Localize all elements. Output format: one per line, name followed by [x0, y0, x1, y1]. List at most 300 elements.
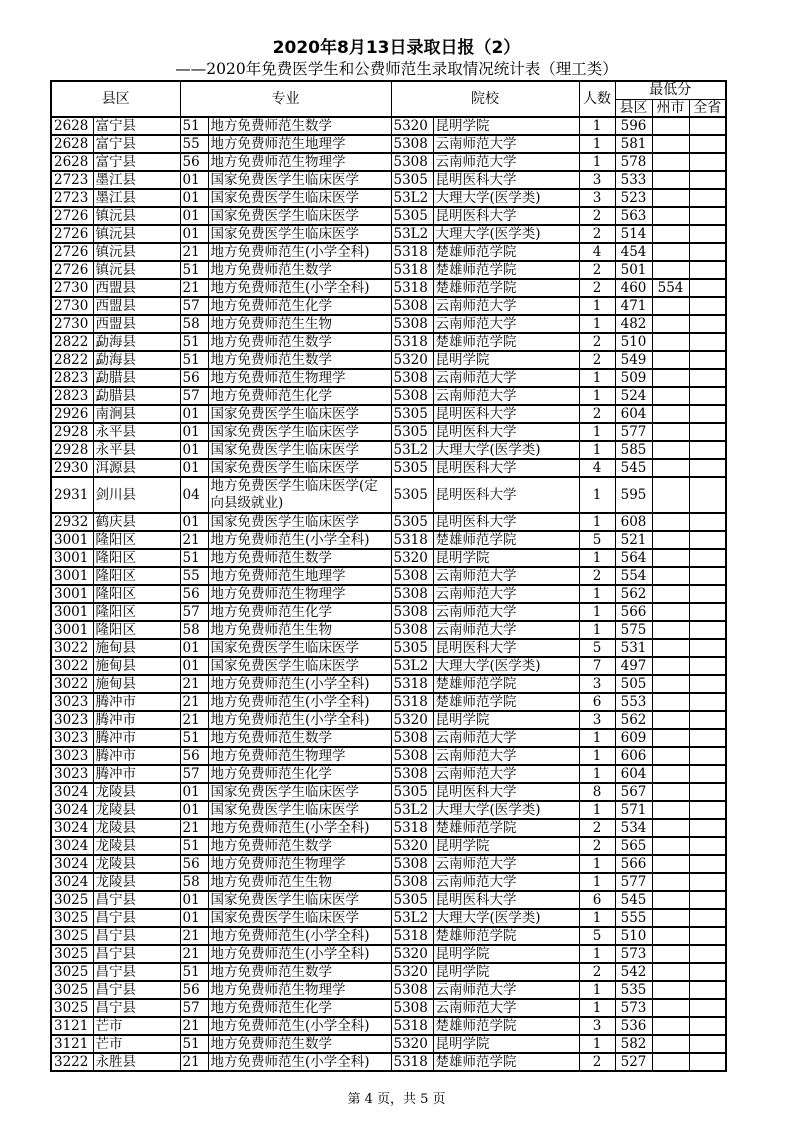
min-county-cell: 523: [615, 189, 652, 207]
school-name-cell: 楚雄师范学院: [433, 927, 579, 945]
major-code-cell: 21: [180, 927, 208, 945]
table-row: [51, 891, 726, 909]
major-code-cell: 21: [180, 711, 208, 729]
min-province-cell: [689, 1035, 726, 1053]
min-county-cell: 510: [615, 927, 652, 945]
school-code-cell: 5308: [391, 765, 433, 783]
county-code-cell: 2928: [51, 423, 93, 441]
min-prefecture-cell: [652, 999, 689, 1017]
min-county-cell: 585: [615, 441, 652, 459]
min-county-cell: 582: [615, 1035, 652, 1053]
school-name-cell: 云南师范大学: [433, 297, 579, 315]
major-code-cell: 21: [180, 819, 208, 837]
county-name-cell: 腾冲市: [93, 711, 180, 729]
county-code-cell: 2726: [51, 207, 93, 225]
min-prefecture-cell: [652, 639, 689, 657]
count-cell: 3: [579, 171, 615, 189]
min-province-cell: [689, 819, 726, 837]
min-county-cell: 562: [615, 711, 652, 729]
min-province-cell: [689, 549, 726, 567]
school-name-cell: 云南师范大学: [433, 981, 579, 999]
school-code-cell: 5308: [391, 873, 433, 891]
school-code-cell: 5320: [391, 117, 433, 135]
major-code-cell: 01: [180, 639, 208, 657]
school-name-cell: 楚雄师范学院: [433, 1053, 579, 1071]
min-prefecture-cell: [652, 819, 689, 837]
county-name-cell: 西盟县: [93, 315, 180, 333]
page-subtitle: ——2020年免费医学生和公费师范生录取情况统计表（理工类）: [175, 60, 618, 78]
county-code-cell: 3121: [51, 1035, 93, 1053]
table-row: [51, 153, 726, 171]
school-code-cell: 5320: [391, 351, 433, 369]
min-county-cell: 581: [615, 135, 652, 153]
min-prefecture-cell: [652, 603, 689, 621]
school-name-cell: 云南师范大学: [433, 855, 579, 873]
min-prefecture-cell: [652, 351, 689, 369]
min-county-cell: 549: [615, 351, 652, 369]
count-cell: 1: [579, 441, 615, 459]
major-code-cell: 57: [180, 999, 208, 1017]
table-row: [51, 333, 726, 351]
count-cell: 1: [579, 801, 615, 819]
min-county-cell: 509: [615, 369, 652, 387]
school-name-cell: 云南师范大学: [433, 585, 579, 603]
min-county-cell: 609: [615, 729, 652, 747]
county-name-cell: 镇沅县: [93, 225, 180, 243]
min-province-cell: [689, 189, 726, 207]
school-name-cell: 大理大学(医学类): [433, 801, 579, 819]
county-name-cell: 昌宁县: [93, 927, 180, 945]
min-prefecture-cell: [652, 873, 689, 891]
table-row: [51, 477, 726, 513]
county-name-cell: 腾冲市: [93, 765, 180, 783]
major-code-cell: 01: [180, 891, 208, 909]
county-name-cell: 鹤庆县: [93, 513, 180, 531]
min-prefecture-cell: [652, 531, 689, 549]
school-code-cell: 5305: [391, 783, 433, 801]
county-code-cell: 2730: [51, 315, 93, 333]
major-name-cell: 地方免费师范生物理学: [208, 153, 391, 171]
table-row: [51, 639, 726, 657]
min-county-cell: 533: [615, 171, 652, 189]
min-province-cell: [689, 279, 726, 297]
min-county-cell: 501: [615, 261, 652, 279]
count-cell: 2: [579, 567, 615, 585]
county-name-cell: 永平县: [93, 441, 180, 459]
min-province-cell: [689, 513, 726, 531]
table-row: [51, 657, 726, 675]
min-prefecture-cell: [652, 765, 689, 783]
admission-table: [50, 80, 727, 1072]
min-prefecture-cell: 554: [652, 279, 689, 297]
major-code-cell: 01: [180, 405, 208, 423]
table-row: [51, 999, 726, 1017]
school-code-cell: 5318: [391, 243, 433, 261]
min-prefecture-cell: [652, 117, 689, 135]
county-name-cell: 施甸县: [93, 657, 180, 675]
min-prefecture-cell: [652, 837, 689, 855]
county-code-cell: 2726: [51, 261, 93, 279]
school-name-cell: 云南师范大学: [433, 999, 579, 1017]
min-prefecture-cell: [652, 423, 689, 441]
county-name-cell: 龙陵县: [93, 855, 180, 873]
school-code-cell: 53L2: [391, 909, 433, 927]
major-code-cell: 01: [180, 423, 208, 441]
school-name-cell: 云南师范大学: [433, 603, 579, 621]
school-name-cell: 楚雄师范学院: [433, 1017, 579, 1035]
count-cell: 1: [579, 909, 615, 927]
table-row: [51, 207, 726, 225]
county-code-cell: 3121: [51, 1017, 93, 1035]
county-name-cell: 隆阳区: [93, 567, 180, 585]
min-province-cell: [689, 369, 726, 387]
school-name-cell: 昆明医科大学: [433, 783, 579, 801]
table-row: [51, 261, 726, 279]
table-row: [51, 315, 726, 333]
county-code-cell: 3025: [51, 999, 93, 1017]
min-prefecture-cell: [652, 369, 689, 387]
table-row: [51, 711, 726, 729]
school-code-cell: 5308: [391, 855, 433, 873]
county-code-cell: 2823: [51, 369, 93, 387]
min-county-cell: 606: [615, 747, 652, 765]
min-prefecture-cell: [652, 225, 689, 243]
table-row: [51, 243, 726, 261]
school-name-cell: 大理大学(医学类): [433, 225, 579, 243]
major-code-cell: 56: [180, 153, 208, 171]
min-province-cell: [689, 783, 726, 801]
major-code-cell: 01: [180, 801, 208, 819]
min-province-cell: [689, 927, 726, 945]
major-name-cell: 国家免费医学生临床医学: [208, 423, 391, 441]
school-code-cell: 53L2: [391, 189, 433, 207]
school-code-cell: 5318: [391, 531, 433, 549]
school-name-cell: 昆明学院: [433, 963, 579, 981]
school-code-cell: 5308: [391, 585, 433, 603]
major-name-cell: 地方免费师范生(小学全科): [208, 693, 391, 711]
major-code-cell: 57: [180, 765, 208, 783]
major-code-cell: 01: [180, 189, 208, 207]
school-code-cell: 5308: [391, 153, 433, 171]
count-cell: 1: [579, 477, 615, 513]
table-row: [51, 981, 726, 999]
min-county-cell: 505: [615, 675, 652, 693]
major-code-cell: 51: [180, 117, 208, 135]
school-code-cell: 5308: [391, 603, 433, 621]
min-county-cell: 596: [615, 117, 652, 135]
major-code-cell: 56: [180, 369, 208, 387]
major-code-cell: 58: [180, 621, 208, 639]
major-code-cell: 58: [180, 873, 208, 891]
min-prefecture-cell: [652, 261, 689, 279]
major-name-cell: 地方免费师范生数学: [208, 351, 391, 369]
min-province-cell: [689, 945, 726, 963]
min-county-cell: 604: [615, 765, 652, 783]
min-prefecture-cell: [652, 315, 689, 333]
school-code-cell: 5308: [391, 981, 433, 999]
min-prefecture-cell: [652, 621, 689, 639]
major-name-cell: 国家免费医学生临床医学: [208, 657, 391, 675]
county-code-cell: 3001: [51, 585, 93, 603]
count-cell: 1: [579, 981, 615, 999]
min-county-cell: 555: [615, 909, 652, 927]
table-row: [51, 189, 726, 207]
major-name-cell: 地方免费师范生(小学全科): [208, 927, 391, 945]
school-code-cell: 5305: [391, 639, 433, 657]
count-cell: 5: [579, 927, 615, 945]
county-name-cell: 腾冲市: [93, 729, 180, 747]
count-cell: 2: [579, 207, 615, 225]
county-code-cell: 3022: [51, 657, 93, 675]
min-province-cell: [689, 207, 726, 225]
table-row: [51, 675, 726, 693]
min-prefecture-cell: [652, 135, 689, 153]
major-code-cell: 58: [180, 315, 208, 333]
major-name-cell: 地方免费师范生数学: [208, 261, 391, 279]
school-code-cell: 5305: [391, 207, 433, 225]
count-cell: 2: [579, 963, 615, 981]
county-code-cell: 3001: [51, 549, 93, 567]
school-name-cell: 云南师范大学: [433, 621, 579, 639]
major-name-cell: 地方免费师范生化学: [208, 387, 391, 405]
major-name-cell: 地方免费师范生(小学全科): [208, 1017, 391, 1035]
school-code-cell: 5318: [391, 693, 433, 711]
count-cell: 1: [579, 315, 615, 333]
county-name-cell: 勐腊县: [93, 387, 180, 405]
min-province-cell: [689, 351, 726, 369]
county-code-cell: 2723: [51, 189, 93, 207]
major-name-cell: 地方免费师范生物理学: [208, 981, 391, 999]
header-major: 专业: [180, 81, 391, 117]
school-name-cell: 昆明医科大学: [433, 639, 579, 657]
county-name-cell: 昌宁县: [93, 909, 180, 927]
county-code-cell: 2726: [51, 225, 93, 243]
min-province-cell: [689, 153, 726, 171]
school-name-cell: 昆明医科大学: [433, 459, 579, 477]
count-cell: 6: [579, 891, 615, 909]
min-county-cell: 566: [615, 855, 652, 873]
school-code-cell: 5318: [391, 261, 433, 279]
school-code-cell: 5308: [391, 747, 433, 765]
min-province-cell: [689, 1053, 726, 1071]
county-code-cell: 3025: [51, 945, 93, 963]
county-name-cell: 龙陵县: [93, 819, 180, 837]
min-province-cell: [689, 1017, 726, 1035]
major-code-cell: 04: [180, 477, 208, 513]
min-county-cell: 521: [615, 531, 652, 549]
count-cell: 1: [579, 855, 615, 873]
county-name-cell: 隆阳区: [93, 585, 180, 603]
school-name-cell: 云南师范大学: [433, 135, 579, 153]
min-province-cell: [689, 225, 726, 243]
min-county-cell: 553: [615, 693, 652, 711]
major-code-cell: 21: [180, 1053, 208, 1071]
major-name-cell: 国家免费医学生临床医学: [208, 459, 391, 477]
major-name-cell: 地方免费师范生生物: [208, 873, 391, 891]
major-code-cell: 57: [180, 387, 208, 405]
min-province-cell: [689, 423, 726, 441]
school-name-cell: 昆明医科大学: [433, 513, 579, 531]
county-code-cell: 3023: [51, 747, 93, 765]
school-code-cell: 5308: [391, 297, 433, 315]
county-code-cell: 3023: [51, 693, 93, 711]
school-name-cell: 云南师范大学: [433, 153, 579, 171]
major-code-cell: 56: [180, 747, 208, 765]
school-name-cell: 昆明学院: [433, 117, 579, 135]
major-name-cell: 地方免费师范生数学: [208, 1035, 391, 1053]
school-code-cell: 5320: [391, 945, 433, 963]
major-name-cell: 国家免费医学生临床医学: [208, 441, 391, 459]
major-name-cell: 国家免费医学生临床医学: [208, 639, 391, 657]
major-code-cell: 56: [180, 585, 208, 603]
county-code-cell: 3024: [51, 801, 93, 819]
school-code-cell: 5320: [391, 549, 433, 567]
school-name-cell: 云南师范大学: [433, 729, 579, 747]
table-row: [51, 171, 726, 189]
table-row: [51, 531, 726, 549]
min-province-cell: [689, 801, 726, 819]
school-name-cell: 楚雄师范学院: [433, 819, 579, 837]
table-row: [51, 693, 726, 711]
min-prefecture-cell: [652, 693, 689, 711]
major-name-cell: 地方免费师范生(小学全科): [208, 819, 391, 837]
major-code-cell: 01: [180, 225, 208, 243]
county-code-cell: 3024: [51, 783, 93, 801]
major-name-cell: 地方免费师范生数学: [208, 729, 391, 747]
table-row: [51, 729, 726, 747]
min-province-cell: [689, 171, 726, 189]
min-province-cell: [689, 441, 726, 459]
county-code-cell: 3022: [51, 639, 93, 657]
major-name-cell: 国家免费医学生临床医学: [208, 225, 391, 243]
county-name-cell: 龙陵县: [93, 783, 180, 801]
min-county-cell: 542: [615, 963, 652, 981]
count-cell: 1: [579, 945, 615, 963]
table-row: [51, 963, 726, 981]
major-name-cell: 国家免费医学生临床医学: [208, 171, 391, 189]
count-cell: 5: [579, 531, 615, 549]
major-name-cell: 地方免费师范生数学: [208, 963, 391, 981]
count-cell: 3: [579, 1017, 615, 1035]
table-row: [51, 837, 726, 855]
count-cell: 1: [579, 873, 615, 891]
school-code-cell: 5320: [391, 963, 433, 981]
school-code-cell: 5308: [391, 567, 433, 585]
min-county-cell: 535: [615, 981, 652, 999]
header-school: 院校: [391, 81, 579, 117]
school-code-cell: 53L2: [391, 225, 433, 243]
table-row: [51, 279, 726, 297]
table-row: [51, 441, 726, 459]
min-province-cell: [689, 837, 726, 855]
min-province-cell: [689, 981, 726, 999]
min-county-cell: 527: [615, 1053, 652, 1071]
school-code-cell: 5318: [391, 333, 433, 351]
major-code-cell: 21: [180, 1017, 208, 1035]
school-name-cell: 大理大学(医学类): [433, 657, 579, 675]
school-code-cell: 5318: [391, 1017, 433, 1035]
school-code-cell: 5318: [391, 927, 433, 945]
county-code-cell: 3023: [51, 765, 93, 783]
school-code-cell: 53L2: [391, 657, 433, 675]
count-cell: 3: [579, 675, 615, 693]
county-code-cell: 3024: [51, 837, 93, 855]
county-code-cell: 3001: [51, 567, 93, 585]
county-name-cell: 富宁县: [93, 153, 180, 171]
count-cell: 1: [579, 747, 615, 765]
min-county-cell: 577: [615, 873, 652, 891]
school-name-cell: 昆明学院: [433, 711, 579, 729]
min-county-cell: 567: [615, 783, 652, 801]
table-row: [51, 927, 726, 945]
county-name-cell: 勐腊县: [93, 369, 180, 387]
school-name-cell: 云南师范大学: [433, 765, 579, 783]
count-cell: 2: [579, 225, 615, 243]
school-name-cell: 云南师范大学: [433, 369, 579, 387]
major-code-cell: 57: [180, 603, 208, 621]
school-code-cell: 5308: [391, 369, 433, 387]
school-code-cell: 5305: [391, 171, 433, 189]
county-name-cell: 隆阳区: [93, 603, 180, 621]
school-name-cell: 楚雄师范学院: [433, 279, 579, 297]
table-row: [51, 765, 726, 783]
min-province-cell: [689, 315, 726, 333]
min-prefecture-cell: [652, 891, 689, 909]
major-name-cell: 地方免费师范生生物: [208, 621, 391, 639]
county-code-cell: 2726: [51, 243, 93, 261]
table-row: [51, 909, 726, 927]
header-min-prefecture: 州市: [652, 99, 689, 117]
county-name-cell: 墨江县: [93, 171, 180, 189]
min-province-cell: [689, 891, 726, 909]
count-cell: 1: [579, 423, 615, 441]
min-province-cell: [689, 621, 726, 639]
major-name-cell: 地方免费师范生生物: [208, 315, 391, 333]
major-name-cell: 地方免费师范生化学: [208, 603, 391, 621]
school-code-cell: 5318: [391, 819, 433, 837]
count-cell: 6: [579, 693, 615, 711]
min-province-cell: [689, 405, 726, 423]
table-row: [51, 567, 726, 585]
min-province-cell: [689, 909, 726, 927]
county-code-cell: 3025: [51, 909, 93, 927]
major-name-cell: 国家免费医学生临床医学: [208, 207, 391, 225]
county-name-cell: 镇沅县: [93, 261, 180, 279]
county-code-cell: 2823: [51, 387, 93, 405]
major-name-cell: 地方免费师范生物理学: [208, 585, 391, 603]
school-code-cell: 5308: [391, 999, 433, 1017]
min-prefecture-cell: [652, 441, 689, 459]
school-name-cell: 大理大学(医学类): [433, 441, 579, 459]
min-county-cell: 573: [615, 999, 652, 1017]
min-county-cell: 545: [615, 459, 652, 477]
min-county-cell: 534: [615, 819, 652, 837]
county-name-cell: 洱源县: [93, 459, 180, 477]
major-name-cell: 地方免费师范生物理学: [208, 747, 391, 765]
school-code-cell: 5305: [391, 477, 433, 513]
min-county-cell: 564: [615, 549, 652, 567]
school-name-cell: 楚雄师范学院: [433, 531, 579, 549]
county-code-cell: 3001: [51, 621, 93, 639]
major-name-cell: 地方免费师范生地理学: [208, 567, 391, 585]
count-cell: 2: [579, 837, 615, 855]
min-province-cell: [689, 675, 726, 693]
county-code-cell: 3025: [51, 927, 93, 945]
county-name-cell: 龙陵县: [93, 837, 180, 855]
school-name-cell: 楚雄师范学院: [433, 675, 579, 693]
table-row: [51, 855, 726, 873]
major-name-cell: 地方免费师范生地理学: [208, 135, 391, 153]
